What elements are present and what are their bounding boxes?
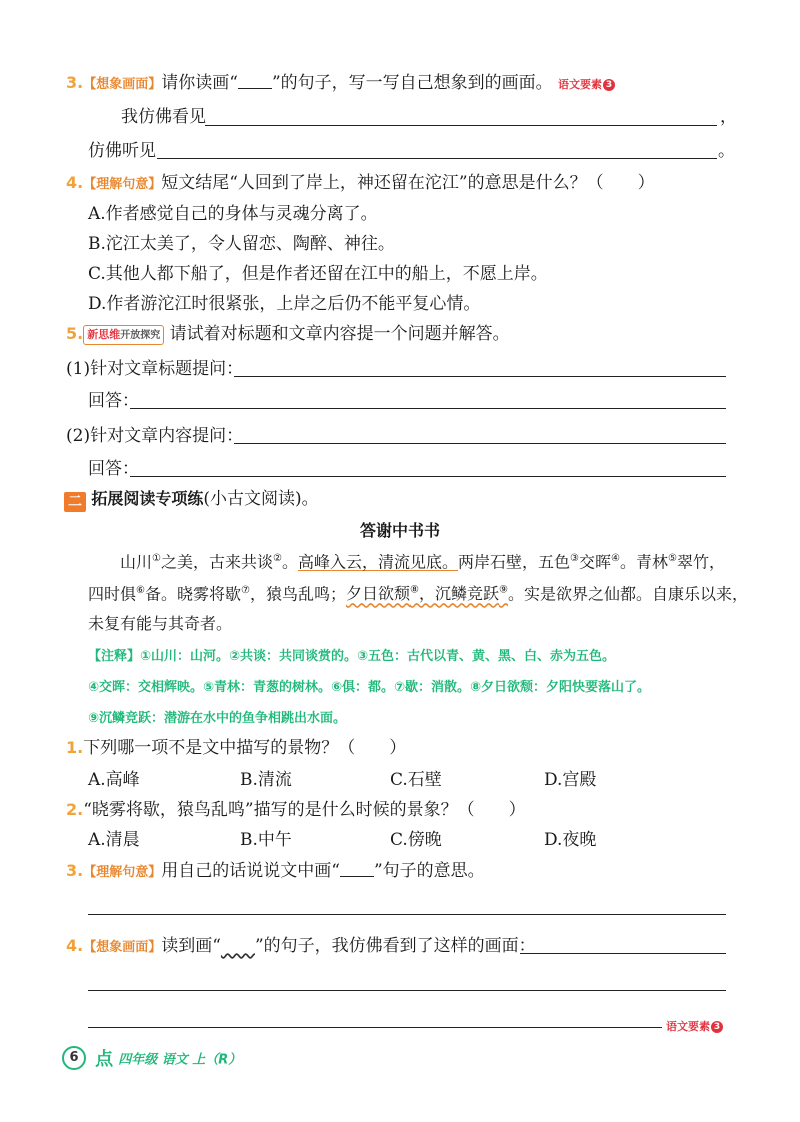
option-a[interactable]: A.高峰	[88, 770, 140, 790]
option-c[interactable]: C.其他人都下船了，但是作者还留在江中的船上，不愿上岸。	[88, 264, 548, 284]
footer	[62, 1045, 241, 1071]
annotation-line: 【注释】①山川：山河。②共谈：共同谈赏的。③五色：古代以青、黄、黑、白、赤为五色。	[88, 649, 616, 664]
passage-line-1: 山川①之美，古来共谈②。高峰入云，清流见底。两岸石壁，五色③交晖④。青林⑤翠竹，	[120, 552, 725, 572]
option-a[interactable]: A.清晨	[88, 830, 140, 850]
question-4-prompt: 4.【理解句意】短文结尾“人回到了岸上，神还留在沱江”的意思是什么？（ ）	[66, 173, 655, 193]
language-element-badge: 语文要素 3	[666, 1015, 723, 1034]
question-5-prompt: 5. 新思维开放探究 请试着对标题和文章内容提一个问题并解答。	[66, 324, 510, 344]
new-thinking-badge: 新思维开放探究	[83, 325, 164, 345]
answer-line[interactable]	[88, 990, 726, 991]
question-3-prompt: 3.【理解句意】用自己的话说说文中画“ ”句子的意思。	[66, 861, 485, 881]
question-number: 3.	[66, 73, 84, 92]
straight-underlined-sentence: 高峰入云，清流见底。	[297, 552, 458, 572]
answer-line-hear-label: 仿佛听见	[88, 141, 156, 161]
section-heading: 二 拓展阅读专项练(小古文阅读)。	[64, 488, 319, 512]
wavy-line-sample	[221, 936, 255, 950]
straight-line-sample	[238, 74, 272, 89]
question-1-prompt: 1.下列哪一项不是文中描写的景物？（ ）	[66, 738, 407, 758]
answer-line[interactable]	[205, 125, 717, 126]
annotation-line: ④交晖：交相辉映。⑤青林：青葱的树林。⑥俱：都。⑦歇：消散。⑧夕日欲颓：夕阳快要落山了。	[88, 680, 651, 695]
sub-question-2: (2)针对文章内容提问：	[66, 426, 244, 446]
brand-logo: 点	[95, 1049, 114, 1070]
option-c[interactable]: C.傍晚	[390, 830, 442, 850]
wavy-underlined-sentence: 夕日欲颓⑧，沉鳞竞跃⑨	[345, 584, 508, 604]
straight-line-sample	[340, 862, 374, 877]
option-a[interactable]: A.作者感觉自己的身体与灵魂分离了。	[88, 204, 378, 224]
answer-line[interactable]	[130, 476, 726, 477]
option-b[interactable]: B.沱江太美了，令人留恋、陶醉、神往。	[88, 234, 395, 254]
answer-label: 回答：	[88, 391, 139, 411]
option-d[interactable]: D.作者游沱江时很紧张，上岸之后仍不能平复心情。	[88, 294, 481, 314]
question-tag: 【想象画面】	[83, 77, 162, 92]
passage-title: 答谢中书书	[359, 521, 440, 540]
option-b[interactable]: B.中午	[240, 830, 292, 850]
grade-subject-label: 四年级 语文 上（R）	[118, 1052, 242, 1068]
option-d[interactable]: D.宫殿	[544, 770, 597, 790]
annotation-line: ⑨沉鳞竞跃：潜游在水中的鱼争相跳出水面。	[88, 711, 347, 726]
section-number-icon: 二	[64, 492, 86, 512]
question-4-prompt: 4.【想象画面】读到画“ ”的句子，我仿佛看到了这样的画面：	[66, 936, 536, 956]
answer-line[interactable]	[520, 953, 726, 954]
answer-line[interactable]	[88, 914, 726, 915]
answer-line[interactable]	[234, 376, 726, 377]
answer-line-see-label: 我仿佛看见	[121, 107, 206, 127]
answer-line[interactable]	[234, 443, 726, 444]
sub-question-1: (1)针对文章标题提问：	[66, 359, 244, 379]
option-c[interactable]: C.石壁	[390, 770, 442, 790]
page-number: 6	[62, 1046, 86, 1070]
passage-line-3: 未复有能与其奇者。	[88, 614, 233, 633]
answer-line[interactable]	[130, 408, 726, 409]
answer-label: 回答：	[88, 459, 139, 479]
question-3-prompt: 3.【想象画面】请你读画“ ”的句子，写一写自己想象到的画面。 语文要素 3	[66, 72, 615, 96]
answer-line[interactable]	[88, 1027, 662, 1028]
question-2-prompt: 2.“晓雾将歇，猿鸟乱鸣”描写的是什么时候的景象？（ ）	[66, 800, 526, 820]
answer-line[interactable]	[157, 158, 717, 159]
option-b[interactable]: B.清流	[240, 770, 292, 790]
language-element-badge: 语文要素 3	[558, 78, 615, 91]
passage-line-2: 四时俱⑥备。晓雾将歇⑦，猿鸟乱鸣；夕日欲颓⑧，沉鳞竞跃⑨。实是欲界之仙都。自康乐以来，	[88, 584, 748, 604]
option-d[interactable]: D.夜晚	[544, 830, 597, 850]
